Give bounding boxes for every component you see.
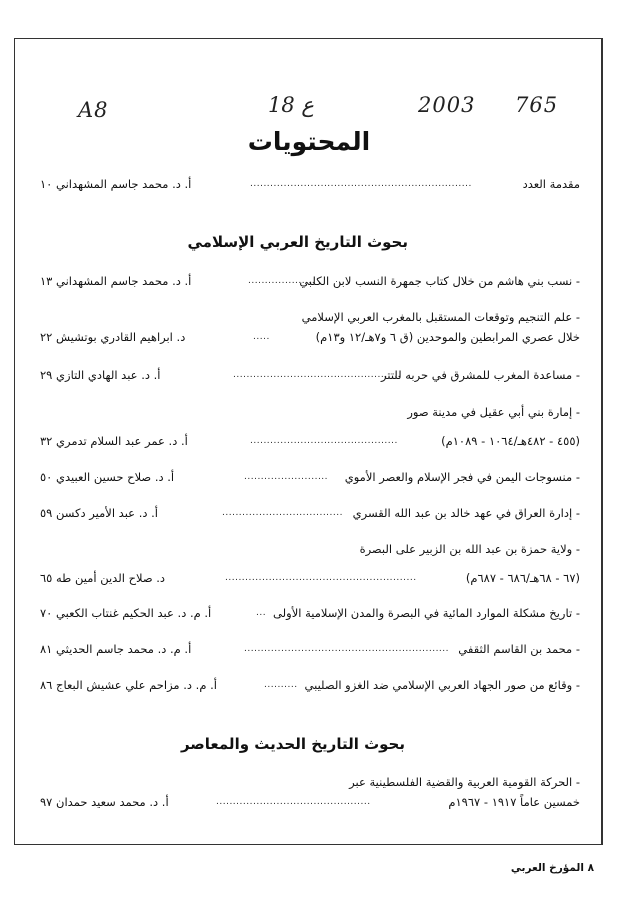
entry-title: - ولاية حمزة بن عبد الله بن الزبير على البصرة (359, 542, 580, 556)
entry-title: - إمارة بني أبي عقيل في مدينة صور (407, 405, 580, 419)
toc-entry (40, 467, 580, 487)
toc-entry (40, 431, 580, 451)
entry-author: أ. د. عبد الهادي التازي ٢٩ (40, 368, 161, 382)
entry-author: أ. د. عبد الأمير دكسن ٥٩ (40, 506, 158, 520)
page-footer: ٨ المؤرخ العربي (510, 862, 594, 874)
leader-dots: ............................................ (250, 436, 398, 446)
entry-title: - الحركة القومية العربية والقضية الفلسطينية عبر (349, 775, 580, 789)
leader-dots: .................................................................. (250, 179, 472, 189)
entry-author: أ. د. عمر عبد السلام تدمري ٣٢ (40, 434, 188, 448)
entry-author: أ. م. د. محمد جاسم الحديثي ٨١ (40, 642, 192, 656)
toc-entry (40, 365, 580, 385)
entry-title: - منسوجات اليمن في فجر الإسلام والعصر الأموي (344, 470, 580, 484)
leader-dots: ............................................................. (244, 644, 450, 654)
entry-title: - علم التنجيم وتوقعات المستقبل بالمغرب العربي الإسلامي (301, 310, 580, 324)
entry-author: أ. د. محمد جاسم المشهداني ١٣ (40, 274, 192, 288)
handwritten-issue: ع 18 (268, 93, 314, 117)
leader-dots: .......... (264, 680, 298, 690)
toc-entry (40, 503, 580, 523)
toc-entry (40, 675, 580, 695)
entry-title: خمسين عاماً ١٩١٧ - ١٩٦٧م (448, 795, 580, 809)
entry-author: د. صلاح الدين أمين طه ٦٥ (40, 571, 166, 585)
toc-entry (40, 539, 580, 559)
leader-dots: .............................................. (216, 797, 371, 807)
toc-entry (40, 327, 580, 347)
entry-author: أ. م. د. عبد الحكيم غنتاب الكعبي ٧٠ (40, 606, 212, 620)
toc-entry (40, 603, 580, 623)
entry-author: أ. د. محمد جاسم المشهداني ١٠ (40, 177, 192, 191)
toc-entry (40, 174, 580, 194)
handwritten-code: A8 (78, 98, 109, 122)
entry-title: - تاريخ مشكلة الموارد المائية في البصرة والمدن الإسلامية الأولى (273, 606, 580, 620)
page-title: المحتويات (247, 127, 371, 156)
handwritten-number-765: 765 (515, 93, 559, 117)
entry-title: (٦٧ - ٦٨هـ/٦٨٦ - ٦٨٧م) (465, 571, 580, 585)
entry-title: مقدمة العدد (522, 177, 580, 191)
entry-title: - نسب بني هاشم من خلال كتاب جمهرة النسب لابن الكلبي (299, 274, 580, 288)
toc-entry (40, 307, 580, 327)
leader-dots: .................................... (222, 508, 343, 518)
toc-entry (40, 772, 580, 792)
entry-author: أ. د. محمد سعيد حمدان ٩٧ (40, 795, 169, 809)
toc-entry (40, 271, 580, 291)
entry-title: - محمد بن القاسم الثقفي (458, 642, 580, 656)
toc-entry (40, 792, 580, 812)
section-heading-islamic: بحوث التاريخ العربي الإسلامي (187, 233, 408, 251)
toc-entry (40, 402, 580, 422)
toc-entry (40, 568, 580, 588)
handwritten-year: 2003 (418, 93, 476, 117)
entry-author: أ. د. صلاح حسين العبيدي ٥٠ (40, 470, 175, 484)
section-heading-modern: بحوث التاريخ الحديث والمعاصر (180, 735, 405, 753)
entry-title: خلال عصري المرابطين والموحدين (ق ٦ و٧هـ/١٢ و١٣م) (315, 330, 580, 344)
entry-author: د. ابراهيم القادري بوتشيش ٢٢ (40, 330, 186, 344)
entry-title: - مساعدة المغرب للمشرق في حربه للتتر (381, 368, 580, 382)
leader-dots: ......................... (244, 472, 329, 482)
entry-title: - وقائع من صور الجهاد العربي الإسلامي ضد الغزو الصليبي (304, 678, 580, 692)
entry-title: - إدارة العراق في عهد خالد بن عبد الله القسري (352, 506, 580, 520)
leader-dots: ... (256, 608, 267, 618)
leader-dots: .................................................. (233, 370, 402, 380)
leader-dots: .................... (248, 276, 316, 286)
toc-entry (40, 639, 580, 659)
entry-author: أ. م. د. مزاحم علي عشيش البعاج ٨٦ (40, 678, 217, 692)
leader-dots: ..... (253, 332, 270, 342)
leader-dots: ......................................................... (225, 573, 417, 583)
entry-title: (٤٥٥ - ٤٨٢هـ/١٠٦٤ - ١٠٨٩م) (441, 434, 580, 448)
